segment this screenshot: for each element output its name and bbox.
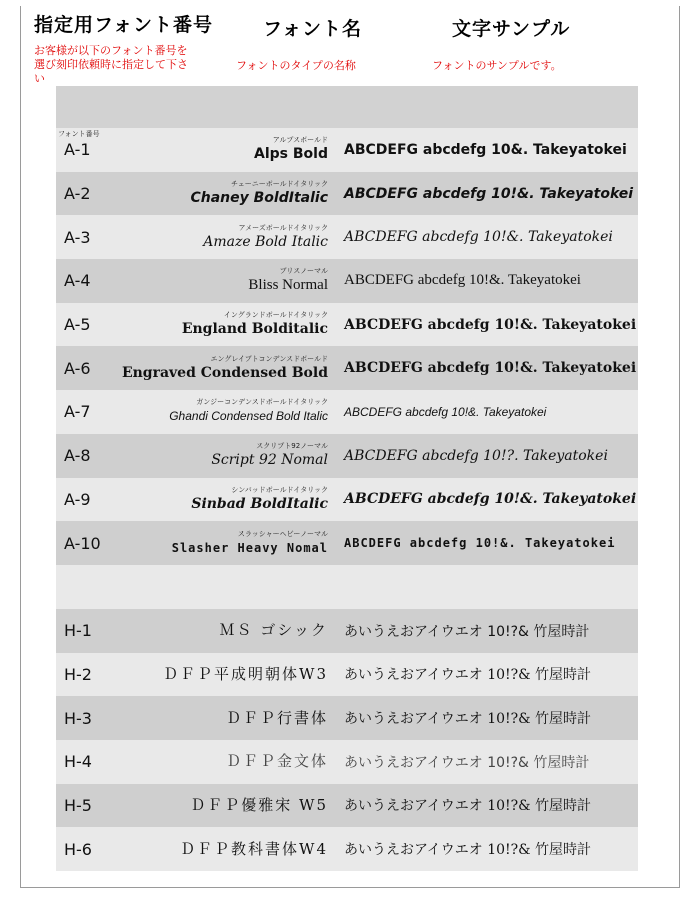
font-sample: ABCDEFG abcdefg 10!&. Takeyatokei [344,404,547,419]
table-spacer [56,86,638,128]
font-name-kana: ガンジーコンデンスドボールドイタリック [196,398,328,407]
font-name-cell [254,128,328,172]
font-sample: ABCDEFG abcdefg 10!&. Takeyatokei [344,536,616,551]
font-code: H-1 [64,621,92,641]
header-sample-note: フォントのサンプルです。 [432,59,562,72]
table-row [56,478,638,522]
table-row [56,521,638,565]
table-row [56,434,638,478]
table-row [56,827,638,871]
table-row [56,259,638,303]
font-sample: ABCDEFG abcdefg 10&. Takeyatokei [344,141,627,158]
font-sample: あいうえおアイウエオ 10!?& 竹屋時計 [344,798,592,815]
font-code: A-1 [64,140,91,160]
font-name: Engraved Condensed Bold [121,364,328,381]
font-name: ＭＳ ゴシック [219,621,328,640]
font-sample: あいうえおアイウエオ 10!?& 竹屋時計 [344,623,590,640]
font-name-kana: チェーニーボールドイタリック [230,180,328,189]
font-code: H-4 [64,752,92,772]
font-name-kana: エングレイブトコンデンスドボールド [210,354,328,363]
font-sample: ABCDEFG abcdefg 10!?. Takeyatokei [344,447,608,464]
font-sample: ABCDEFG abcdefg 10!&. Takeyatokei [344,272,581,289]
font-name-cell [220,609,328,653]
font-sample: あいうえおアイウエオ 10!?& 竹屋時計 [344,711,592,728]
font-sample: あいうえおアイウエオ 10!?& 竹屋時計 [344,754,590,771]
font-sample: ABCDEFG abcdefg 10!&. Takeyatokei [344,185,634,202]
font-name-cell [211,434,328,478]
font-name-cell [203,215,328,259]
font-sample: ABCDEFG abcdefg 10!&. Takeyatokei [344,316,637,333]
font-name-kana: シンバッドボールドイタリック [231,485,328,494]
font-sample: ABCDEFG abcdefg 10!&. Takeyatokei [344,229,613,246]
font-name-cell [169,390,328,434]
table-row [56,390,638,434]
font-name: Amaze Bold Italic [203,233,328,250]
font-code: A-7 [64,402,91,422]
table-row [56,172,638,216]
font-name-cell [248,259,328,303]
font-name-cell [182,303,328,347]
font-name-kana: スクリプト92ノーマル [256,442,328,451]
font-name: Ghandi Condensed Bold Italic [169,409,328,424]
font-name-cell [190,172,328,216]
font-code: A-5 [64,315,91,335]
font-name: ＤＦＰ教科書体W4 [180,839,328,858]
font-code: A-4 [64,271,91,291]
table-row [56,696,638,740]
font-name-cell [180,827,328,871]
font-code: H-3 [64,708,92,728]
font-code: A-8 [64,446,91,466]
header-font-number-title: 指定用フォント番号 [34,14,214,36]
font-name-cell [163,653,328,697]
table-row [56,346,638,390]
font-name-kana: イングランドボールドイタリック [223,311,328,320]
font-name: ＤＦＰ行書体 [225,708,328,727]
font-name-cell [226,740,328,784]
font-number-column-label: フォント番号 [58,130,100,138]
font-name-kana: アメーズボールドイタリック [238,223,328,232]
font-name: Script 92 Nomal [211,452,328,469]
table-row [56,303,638,347]
font-name-cell [122,346,328,390]
font-code: A-3 [64,227,91,247]
font-code: H-5 [64,795,92,815]
font-table [56,86,638,871]
font-sample: あいうえおアイウエオ 10!?& 竹屋時計 [344,842,592,859]
font-name-cell [190,784,328,828]
header-font-number-note: お客様が以下のフォント番号を選び刻印依頼時に指定して下さい [34,44,188,85]
header-sample-title: 文字サンプル [452,18,571,40]
font-name: England Bolditalic [181,321,328,338]
font-name: Bliss Normal [248,277,328,294]
font-name: ＤＦＰ金文体 [225,752,328,771]
font-code: A-10 [64,533,101,553]
japanese-font-list [56,609,638,871]
font-sample: ABCDEFG abcdefg 10!&. Takeyatokei [344,491,637,508]
table-row [56,784,638,828]
font-code: A-6 [64,358,91,378]
font-code: H-6 [64,839,92,859]
font-name-cell [191,478,328,522]
font-name-cell [226,696,328,740]
font-code: A-2 [64,184,91,204]
table-row [56,609,638,653]
font-name: Chaney BoldItalic [190,190,328,207]
table-row [56,653,638,697]
font-name-kana: アルプスボールド [272,136,328,145]
font-name: Alps Bold [254,146,328,163]
table-spacer [56,565,638,609]
font-name-kana: スラッシャーヘビーノーマル [237,529,328,538]
table-row [56,215,638,259]
font-name: Sinbad BoldItalic [191,495,328,512]
header-font-name-note: フォントのタイプの名称 [236,59,356,72]
font-name-cell [172,521,328,565]
font-code: H-2 [64,664,92,684]
alpha-font-list [56,128,638,565]
font-name: ＤＦＰ優雅宋 W5 [190,795,328,814]
font-sample: あいうえおアイウエオ 10!?& 竹屋時計 [344,667,592,684]
font-name-kana: ブリスノーマル [279,267,328,276]
font-sample: ABCDEFG abcdefg 10!&. Takeyatokei [344,360,637,377]
font-name: ＤＦＰ平成明朝体W3 [163,664,328,683]
table-row [56,128,638,172]
header-font-name-title: フォント名 [263,18,363,40]
font-name: Slasher Heavy Nomal [171,540,328,555]
table-row [56,740,638,784]
font-code: A-9 [64,489,91,509]
